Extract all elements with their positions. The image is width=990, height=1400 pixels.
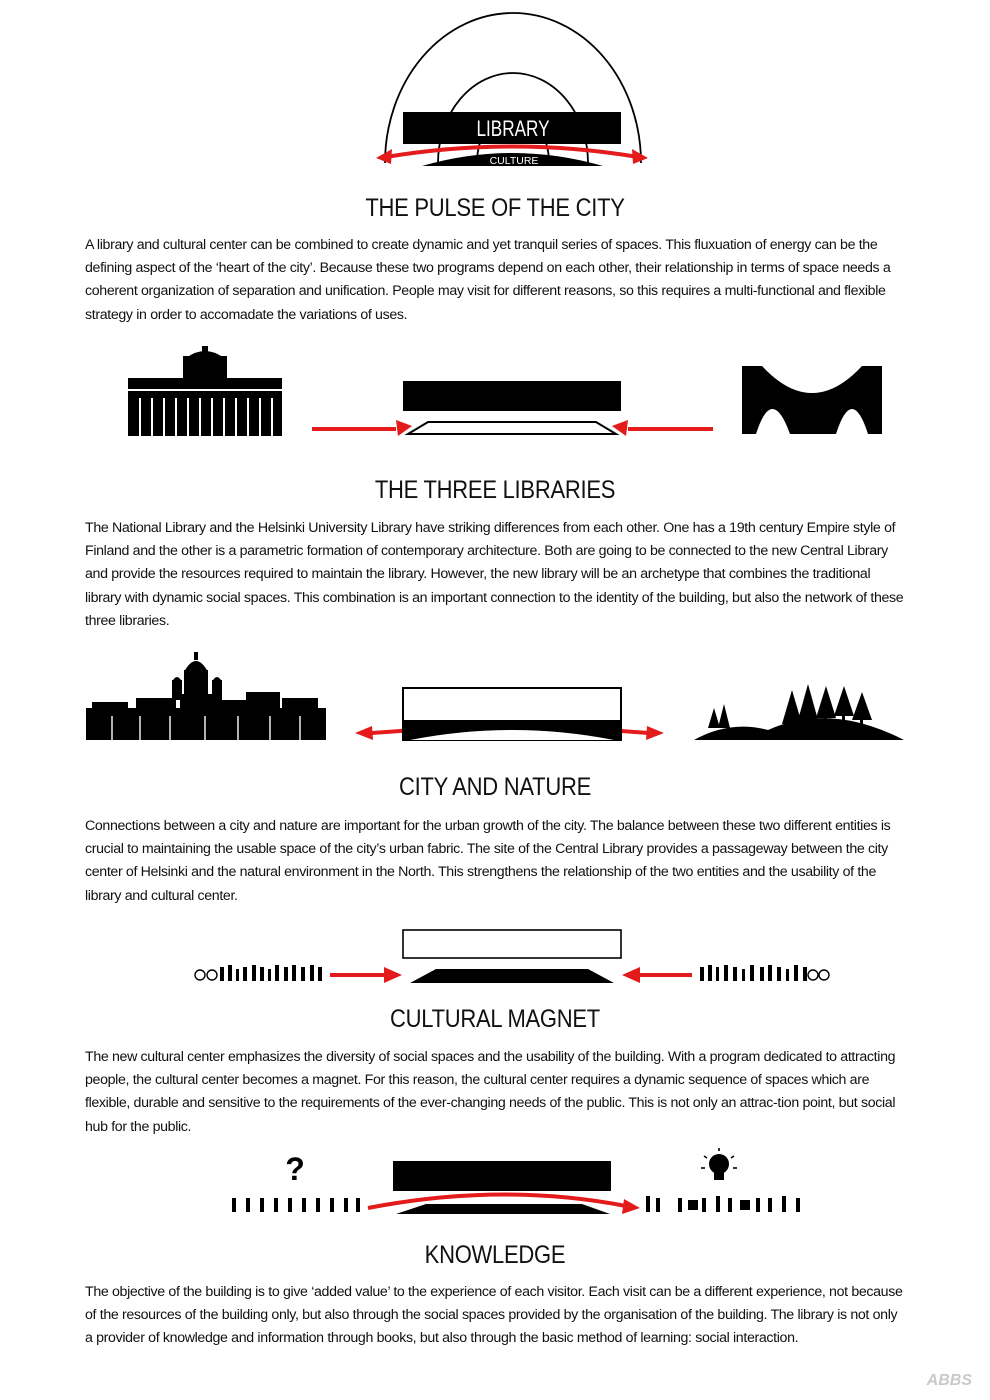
culture-mound bbox=[396, 1204, 610, 1214]
library-box bbox=[393, 1161, 611, 1191]
cultural-magnet-diagram bbox=[0, 925, 990, 995]
people-crowd-icon bbox=[646, 1196, 800, 1212]
library-box-outline bbox=[403, 930, 621, 958]
arrow-head bbox=[646, 726, 664, 740]
arrow-head bbox=[622, 1199, 640, 1214]
city-nature-diagram bbox=[0, 650, 990, 760]
section-title-pulse: THE PULSE OF THE CITY bbox=[365, 194, 625, 222]
section-title-cultural-magnet: CULTURAL MAGNET bbox=[390, 1005, 600, 1033]
forest-hills-icon bbox=[694, 684, 904, 740]
section-text-cultural-magnet: The new cultural center emphasizes the diversity of social spaces and the usability of the building. With a program dedicated to attracting people, the cultural center becomes a magnet. For this reason, the cultural center requires a dynamic sequence of spaces which are flexible, durable and sensitive to the requirements of the ever-changing needs of the public. This is not only an attrac-tion point, but social hub for the public. bbox=[85, 1049, 896, 1135]
arrow-head-left bbox=[376, 149, 392, 164]
arrow-head bbox=[622, 967, 640, 983]
watermark: ABBS bbox=[926, 1372, 972, 1389]
pulse-diagram bbox=[0, 0, 990, 180]
arrow-head bbox=[355, 726, 373, 740]
library-box-label: LIBRARY bbox=[476, 117, 550, 142]
section-text-three-libraries: The National Library and the Helsinki University Library have striking differences from each other. One has a 19th century Empire style of Finland and the other is a parametric formation of contemporary architecture. Both are going to be connected to the new Central Library and provide the resources required to maintain the library. However, the new library will be an archetype that combines the traditional library with dynamic social spaces. This combination is an important connection to the identity of the building, but also the network of these three libraries. bbox=[85, 520, 904, 629]
three-libraries-diagram bbox=[0, 340, 990, 460]
people-crowd-icon bbox=[195, 965, 322, 981]
section-text-knowledge: The objective of the building is to give ‘added value’ to the experience of each visitor. Each visit can be a different experience, not because of the resources of the building only, but also through the social spaces provided by the organisation of the building. The library is not only a provider of knowledge and information through books, but also through the basic method of learning: social interaction. bbox=[85, 1284, 903, 1347]
city-skyline-icon bbox=[86, 652, 326, 740]
section-text-pulse: A library and cultural center can be combined to create dynamic and yet tranquil series of spaces. This fluxuation of energy can be the defining aspect of the ‘heart of the city’. Because these two programs depend on each other, their relationship in terms of space needs a coherent organization of separation and unification. People may visit for different reasons, so this requires a multi-functional and flexible strategy in order to accomadate the variations of uses. bbox=[85, 237, 891, 323]
people-crowd-icon bbox=[232, 1198, 360, 1212]
section-text-city-nature: Connections between a city and nature are important for the urban growth of the city. The balance between these two different entities is crucial to maintaining the usable space of the city’s urban fabric. The site of the Central Library provides a passageway between the city center of Helsinki and the natural environment in the North. This strengthens the relationship of the two entities and the usability of the library and cultural center. bbox=[85, 818, 891, 904]
people-crowd-icon bbox=[700, 965, 829, 981]
culture-mound bbox=[410, 969, 614, 983]
knowledge-diagram bbox=[0, 1148, 990, 1228]
question-mark-icon: ? bbox=[285, 1151, 305, 1187]
arrow-head bbox=[384, 967, 402, 983]
national-library-icon bbox=[128, 346, 282, 436]
parametric-library-icon bbox=[742, 366, 882, 434]
section-title-three-libraries: THE THREE LIBRARIES bbox=[374, 476, 616, 504]
central-library-base bbox=[408, 422, 616, 434]
light-bulb-icon bbox=[701, 1148, 737, 1180]
central-library-box bbox=[403, 381, 621, 411]
section-title-city-nature: CITY AND NATURE bbox=[398, 773, 592, 801]
section-title-knowledge: KNOWLEDGE bbox=[424, 1241, 566, 1269]
culture-base-label: CULTURE bbox=[489, 155, 539, 167]
